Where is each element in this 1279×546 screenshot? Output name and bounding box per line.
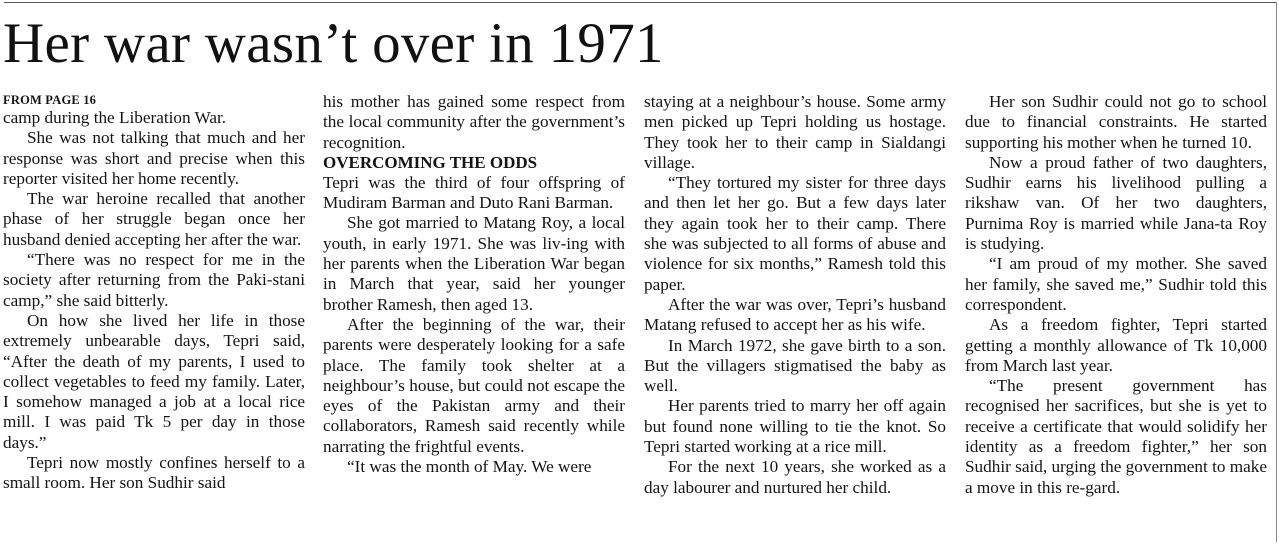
paragraph: “The present government has recognised her sacrifices, but she is yet to receive a certificate that would solidify her identity as a freedom fighter,” her son Sudhir said, urging the government to make a move in this re-gard. (965, 376, 1267, 497)
top-rule (4, 2, 1276, 3)
article-column-4 (965, 92, 1267, 498)
paragraph: She got married to Matang Roy, a local youth, in early 1971. She was liv-ing with her parents when the Liberation War began in March that year, said her younger brother Ramesh, then aged 13. (323, 213, 625, 314)
paragraph: Now a proud father of two daughters, Sudhir earns his livelihood pulling a rikshaw van. Of her two daughters, Purnima Roy is married while Jana-ta Roy is studying. (965, 152, 1267, 254)
paragraph: In March 1972, she gave birth to a son. But the villagers stigmatised the baby as well. (644, 335, 946, 396)
article-column-1 (3, 92, 305, 494)
headline: Her war wasn’t over in 1971 (3, 12, 664, 75)
paragraph: staying at a neighbour’s house. Some army men picked up Tepri holding us hostage. They took her to their camp in Sialdangi village. (644, 92, 946, 172)
paragraph: Tepri now mostly confines herself to a small room. Her son Sudhir said (3, 453, 305, 493)
paragraph: On how she lived her life in those extremely unbearable days, Tepri said, “After the death of my parents, I used to collect vegetables to feed my family. Later, I somehow managed a job at a local rice mill. I was paid Tk 5 per day in those days.” (3, 310, 305, 452)
paragraph: “I am proud of my mother. She saved her family, she saved me,” Sudhir told this correspondent. (965, 254, 1267, 314)
paragraph: The war heroine recalled that another phase of her struggle began once her husband denied accepting her after the war. (3, 189, 305, 249)
paragraph: For the next 10 years, she worked as a day labourer and nurtured her child. (644, 457, 946, 497)
article-column-3 (644, 92, 946, 498)
right-edge-rule (1276, 2, 1277, 542)
paragraph: “There was no respect for me in the society after returning from the Paki-stani camp,” she said bitterly. (3, 250, 305, 310)
paragraph: After the beginning of the war, their parents were desperately looking for a safe place. The family took shelter at a neighbour’s house, but could not escape the eyes of the Pakistan army and their collaborators, Ramesh said recently while narrating the frightful events. (323, 314, 625, 456)
paragraph: She was not talking that much and her response was short and precise when this reporter visited her home recently. (3, 128, 305, 188)
paragraph: his mother has gained some respect from the local community after the government’s recognition. (323, 92, 625, 152)
jump-label: FROM PAGE 16 (3, 93, 97, 107)
article-column-2 (323, 92, 625, 477)
paragraph: Her son Sudhir could not go to school due to financial constraints. He started supporting his mother when he turned 10. (965, 92, 1267, 152)
paragraph: Tepri was the third of four offspring of Mudiram Barman and Duto Rani Barman. (323, 172, 625, 213)
paragraph: Her parents tried to marry her off again but found none willing to tie the knot. So Tepri started working at a rice mill. (644, 396, 946, 457)
paragraph: “They tortured my sister for three days and then let her go. But a few days later they again took her to their camp. There she was subjected to all forms of abuse and violence for six months,” Ramesh told this paper. (644, 173, 946, 294)
paragraph: camp during the Liberation War. (3, 108, 227, 127)
subheading: OVERCOMING THE ODDS (323, 152, 538, 172)
paragraph: “It was the month of May. We were (347, 457, 592, 477)
paragraph: As a freedom fighter, Tepri started getting a monthly allowance of Tk 10,000 from March last year. (965, 315, 1267, 375)
paragraph: After the war was over, Tepri’s husband Matang refused to accept her as his wife. (644, 294, 946, 335)
